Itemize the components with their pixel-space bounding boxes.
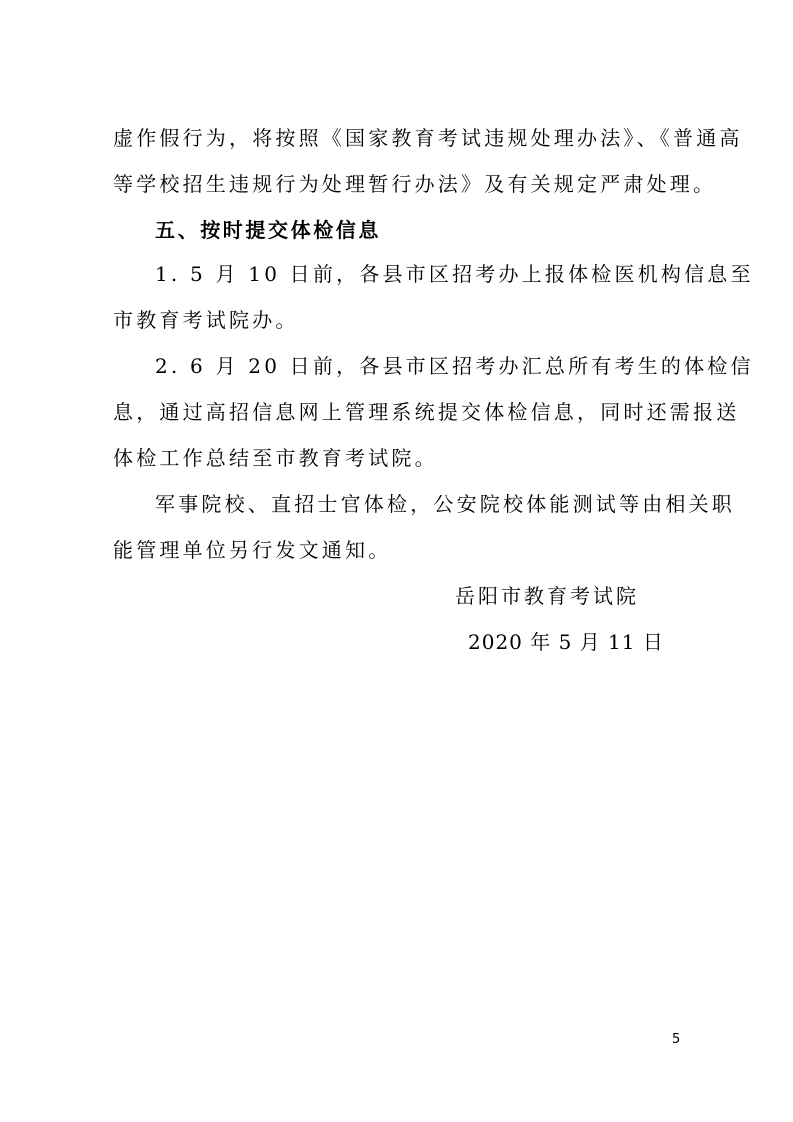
- paragraph-line: 等学校招生违规行为处理暂行办法》及有关规定严肃处理。: [113, 172, 717, 196]
- signature-date: 2020 年 5 月 11 日: [468, 630, 664, 654]
- signature-organization: 岳阳市教育考试院: [455, 584, 639, 608]
- item-2-line: 息，通过高招信息网上管理系统提交体检信息，同时还需报送: [113, 400, 740, 424]
- item-1-line: 1. 5 月 10 日前，各县市区招考办上报体检医机构信息至: [155, 262, 754, 286]
- paragraph-line: 虚作假行为，将按照《国家教育考试违规处理办法》、《普通高: [113, 126, 743, 150]
- item-2-line: 体检工作总结至市教育考试院。: [113, 446, 438, 470]
- item-1-line: 市教育考试院办。: [113, 308, 299, 332]
- item-2-line: 2. 6 月 20 日前，各县市区招考办汇总所有考生的体检信: [155, 354, 754, 378]
- section-heading: 五、按时提交体检信息: [155, 218, 381, 242]
- note-line: 军事院校、直招士官体检，公安院校体能测试等由相关职: [155, 492, 735, 516]
- note-line: 能管理单位另行发文通知。: [113, 538, 392, 562]
- page-number: 5: [672, 1032, 681, 1047]
